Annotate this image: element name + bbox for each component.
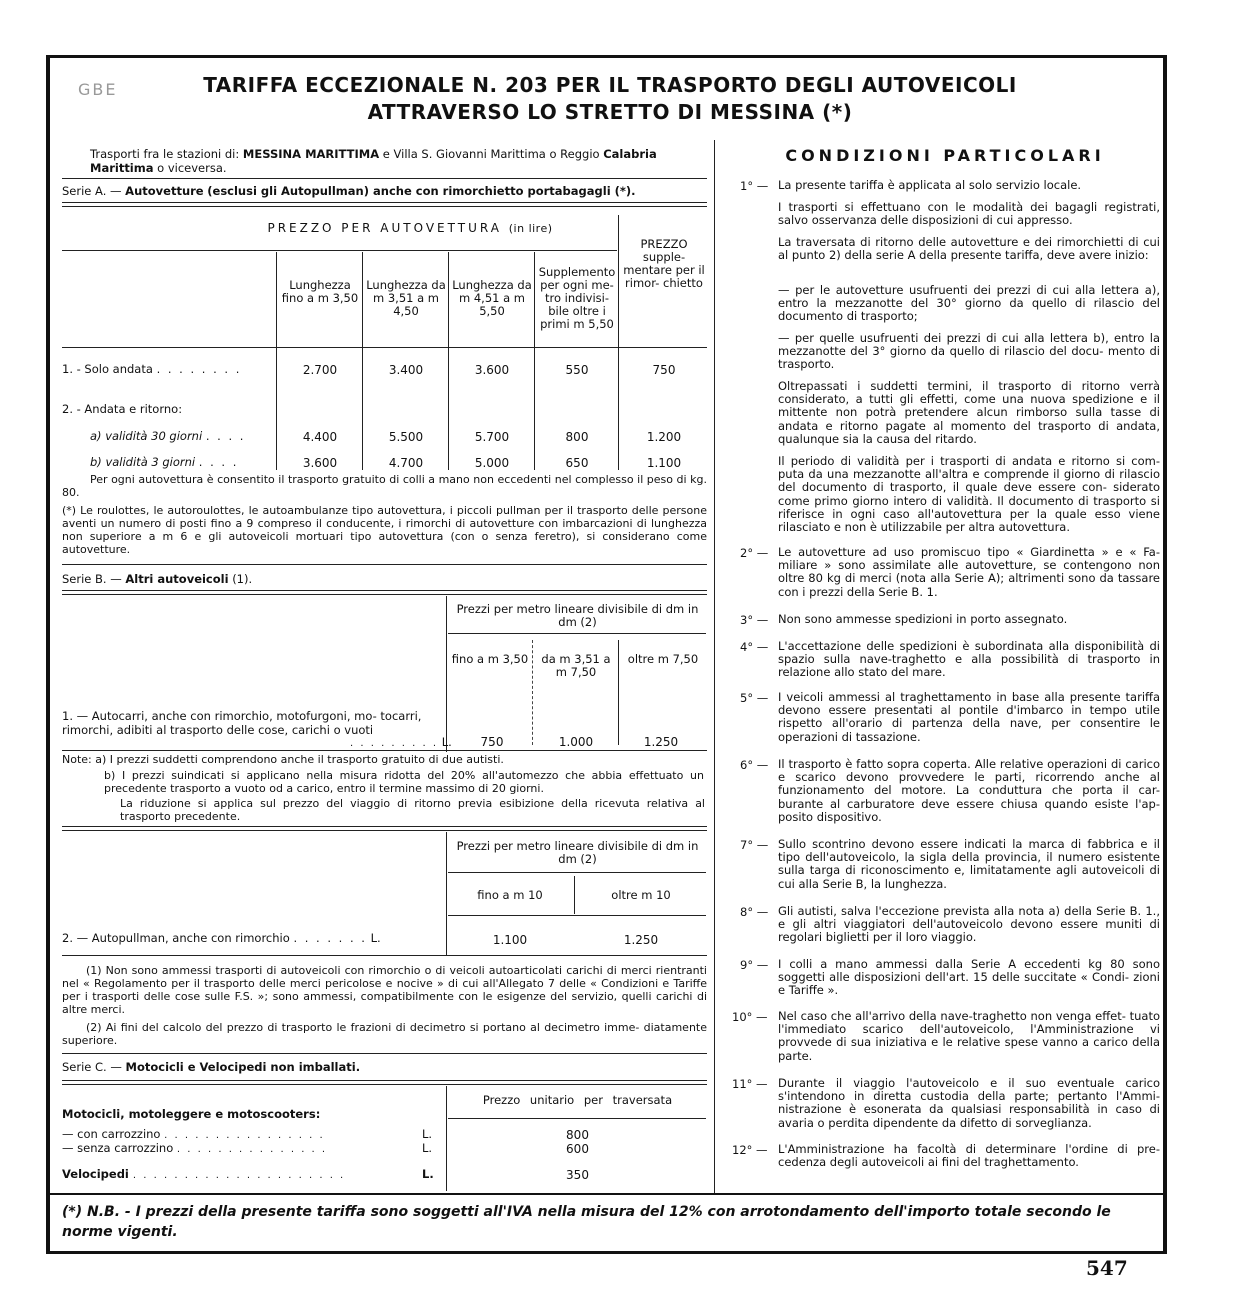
condition-1g: Il periodo di validità per i trasporti di andata e ritorno si com- puta da una mezzanotte all'altra e comprende il giorno di rilascio del documento di trasporto, il quale deve essere con- siderato come primo giorno intero di validità. Il documento di trasporto si riferisce in ogni caso all'autovettura per la quale esso viene rilasciato e non è utilizzabile per altra autovettura. (778, 454, 1160, 535)
conditions-title: CONDIZIONI PARTICOLARI (785, 146, 1105, 165)
serie-b-price-header: Prezzi per metro lineare divisibile di dm in dm (2) (456, 602, 699, 629)
col-supplemento: Supplemento per ogni me- tro indivisi- bile oltre i primi m 5,50 (538, 265, 616, 331)
row-andata-ritorno: 2. - Andata e ritorno: (62, 402, 183, 416)
condition-2: Le autovetture ad uso promiscuo tipo « Giardinetta » e « Fa- miliare » sono assimilate alle autovetture, se contengono non oltre 80 kg di merci (nota alla Serie A); altrimenti sono da tassare con i prezzi della Serie B. 1. (778, 545, 1160, 599)
page-number: 547 (1086, 1256, 1128, 1280)
col-lunghezza-2: Lunghezza da m 3,51 a m 4,50 (366, 278, 446, 318)
serie-c-row-3: Velocipedi . . . . . . . . . . . . . . . . . . . . . L. (62, 1167, 434, 1181)
column-divider (714, 140, 715, 1193)
serie-b-price-header-2: Prezzi per metro lineare divisibile di dm in dm (2) (456, 839, 699, 866)
serie-b-note-a: Note: a) I prezzi suddetti comprendono anche il trasporto gratuito di due autisti. (62, 753, 504, 766)
condition-10: Nel caso che all'arrivo della nave-traghetto non venga effet- tuato l'immediato scarico dell'autoveicolo, l'Amministrazione vi provvede di sua iniziativa e le relative spese vanno a carico della parte. (778, 1009, 1160, 1063)
serie-a-table-header: PREZZO PER AUTOVETTURA (in lire) (267, 221, 553, 235)
serie-c-row-2: — senza carrozzino . . . . . . . . . . . . . . . L. (62, 1141, 433, 1155)
condition-12: L'Amministrazione ha facoltà di determinare l'ordine di pre- cedenza degli autoveicoli ai fini del traghettamento. (778, 1142, 1160, 1170)
serie-b-row-2: 2. — Autopullman, anche con rimorchio . . . . . . . L. (62, 931, 381, 945)
col-lunghezza-1: Lunghezza fino a m 3,50 (281, 278, 359, 305)
serie-c-row-1: — con carrozzino . . . . . . . . . . . . . . . . L. (62, 1127, 433, 1141)
condition-1: La presente tariffa è applicata al solo servizio locale. (778, 178, 1082, 192)
serie-a-heading: Serie A. — Autovetture (esclusi gli Autopullman) anche con rimorchietto portabagagli (*). (62, 184, 636, 198)
title-line-2: ATTRAVERSO LO STRETTO DI MESSINA (*) (367, 100, 853, 124)
condition-6: Il trasporto è fatto sopra coperta. Alle relative operazioni di carico e scarico devono provvedere le parti, ricorrendo anche al funzionamento del motore. La conduttura che porta il car- burante al carburatore deve essere chiusa quando esiste l'ap- posito dispositivo. (778, 757, 1160, 824)
row-solo-andata: 1. - Solo andata . . . . . . . . (62, 362, 242, 376)
row-validita-3: b) validità 3 giorni . . . . (90, 455, 239, 469)
condition-9: I colli a mano ammessi dalla Serie A eccedenti kg 80 sono soggetti alle disposizioni dell'art. 15 delle succitate « Condi- zioni e Tariffe ». (778, 957, 1160, 998)
serie-b-note-b: b) I prezzi suindicati si applicano nella misura ridotta del 20% all'automezzo che abbia effettuato un precedente trasporto a vuoto od a carico, entro il termine massimo di 20 giorni. (104, 769, 704, 795)
col-prezzo-supplementare: PREZZO supple- mentare per il rimor- chietto (623, 237, 705, 290)
serie-b-heading: Serie B. — Altri autoveicoli (1). (62, 572, 253, 586)
condition-3: Non sono ammesse spedizioni in porto assegnato. (778, 612, 1068, 626)
serie-c-heading: Serie C. — Motocicli e Velocipedi non imballati. (62, 1060, 361, 1074)
condition-1c: La traversata di ritorno delle autovetture e dei rimorchietti di cui al punto 2) della serie A della presente tariffa, deve avere inizio: (778, 235, 1160, 263)
condition-11: Durante il viaggio l'autoveicolo e il suo eventuale carico s'intendono in diretta custodia della parte; pertanto l'Ammi- nistrazione è esonerata da qualsiasi responsabilità in caso di avaria o perdita dipendente da difetto di sorveglianza. (778, 1076, 1160, 1130)
serie-a-note-1: Per ogni autovettura è consentito il trasporto gratuito di colli a mano non eccedenti nel complesso il peso di kg. 80. (62, 473, 707, 499)
intro-text: Trasporti fra le stazioni di: MESSINA MARITTIMA e Villa S. Giovanni Marittima o Reggio Calabria Marittima o viceversa. (90, 147, 657, 175)
condition-7: Sullo scontrino devono essere indicati la marca di fabbrica e il tipo dell'autoveicolo, la sigla della provincia, il numero esistente sulla targa di riconoscimento e, limitatamente agli autoveicoli di cui alla Serie B, la lunghezza. (778, 837, 1160, 891)
serie-b-note-b2: La riduzione si applica sul prezzo del viaggio di ritorno previa esibizione della ricevuta relativa al trasporto precedente. (120, 797, 705, 823)
serie-c-price-header: Prezzo unitario per traversata (482, 1093, 673, 1107)
nb-note: (*) N.B. - I prezzi della presente tariffa sono soggetti all'IVA nella misura del 12% con arrotondamento dell'importo totale secondo le norme vigenti. (62, 1204, 1111, 1240)
col-lunghezza-3: Lunghezza da m 4,51 a m 5,50 (452, 278, 532, 318)
title-line-1: TARIFFA ECCEZIONALE N. 203 PER IL TRASPORTO DEGLI AUTOVEICOLI (203, 73, 1017, 97)
condition-4: L'accettazione delle spedizioni è subordinata alla disponibilità di spazio sulla nave-traghetto e alla possibilità di trasporto in relazione allo stato del mare. (778, 639, 1160, 680)
condition-1b: I trasporti si effettuano con le modalità dei bagagli registrati, salvo osservanza delle disposizioni di cui appresso. (778, 200, 1160, 228)
serie-b-footnote-1: (1) Non sono ammessi trasporti di autoveicoli con rimorchio o di veicoli autoarticolati carichi di merci rientranti nel « Regolamento per il trasporto delle merci pericolose e nocive » di cui all'Allegato 7 delle « Condizioni e Tariffe per i trasporti delle cose sulle F.S. »; sono ammessi, compatibilmente con le esigenze del servizio, quelli carichi di altre merci. (62, 964, 707, 1016)
condition-1e: — per quelle usufruenti dei prezzi di cui alla lettera b), entro la mezzanotte del 3° giorno da quello di rilascio del docu- mento di trasporto. (778, 331, 1160, 372)
condition-1d: — per le autovetture usufruenti dei prezzi di cui alla lettera a), entro la mezzanotte del 30° giorno da quello di rilascio del documento di trasporto; (778, 283, 1160, 324)
condition-5: I veicoli ammessi al traghettamento in base alla presente tariffa devono essere presentati al pontile d'imbarco in tempo utile rispetto all'orario di partenza della nave, per consentire le operazioni di tassazione. (778, 690, 1160, 744)
serie-a-note-2: (*) Le roulottes, le autoroulottes, le autoambulanze tipo autovettura, i piccoli pullman per il trasporto delle persone aventi un numero di posti fino a 9 compreso il conducente, i rimorchi di autovetture con imbarcazioni di lunghezza non superiore a m 6 e gli autoveicoli mortuari tipo autovettura (con o senza feretro), si considerano come autovetture. (62, 504, 707, 556)
serie-b-row-1: 1. — Autocarri, anche con rimorchio, motofurgoni, mo- tocarri, rimorchi, adibiti al trasporto delle cose, carichi o vuoti (62, 709, 422, 737)
serie-c-group: Motocicli, motoleggere e motoscooters: (62, 1107, 321, 1121)
row-validita-30: a) validità 30 giorni . . . . (90, 429, 246, 443)
condition-8: Gli autisti, salva l'eccezione prevista alla nota a) della Serie B. 1., e gli altri viaggiatori dell'autoveicolo devono essere muniti di regolari biglietti per il loro viaggio. (778, 904, 1160, 945)
stamp: GBE (78, 80, 118, 99)
condition-1f: Oltrepassati i suddetti termini, il trasporto di ritorno verrà considerato, a tutti gli effetti, come una nuova spedizione e il mittente non potrà pretendere alcun rimborso sulla tasse di andata e ritorno pagate al momento del trasporto di andata, qualunque sia la causa del ritardo. (778, 379, 1160, 446)
serie-b-footnote-2: (2) Ai fini del calcolo del prezzo di trasporto le frazioni di decimetro si portano al decimetro imme- diatamente superiore. (62, 1021, 707, 1047)
